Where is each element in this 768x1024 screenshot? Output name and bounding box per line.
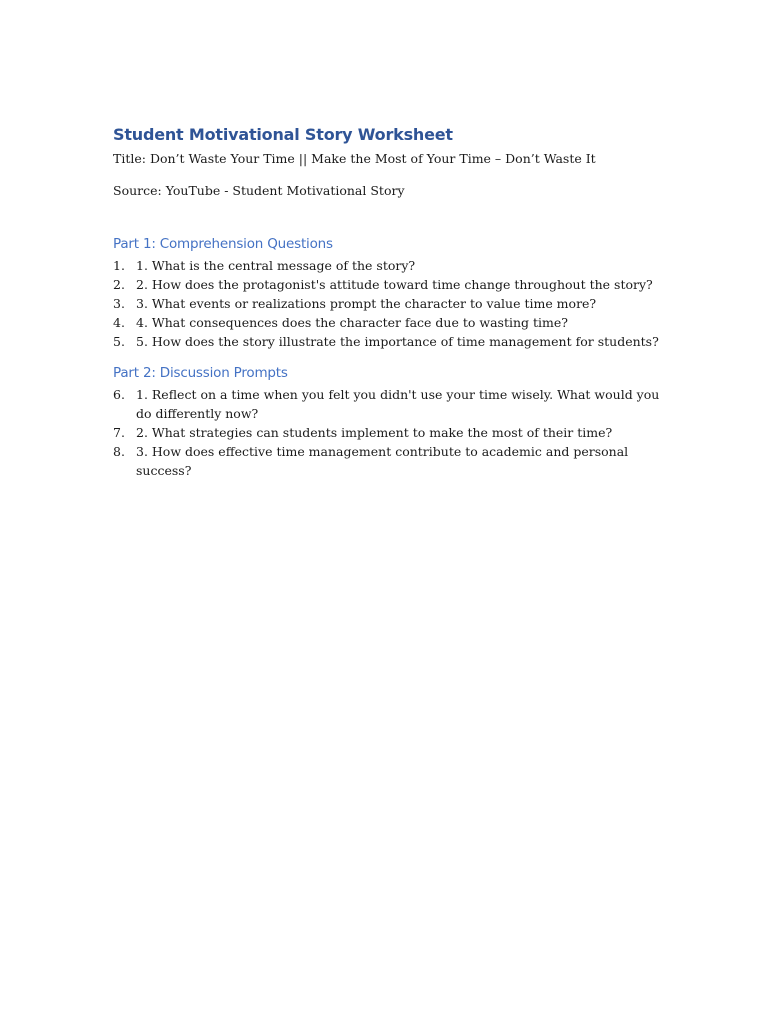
list-item-number: 4.: [113, 315, 125, 330]
part1-heading: Part 1: Comprehension Questions: [113, 236, 333, 252]
list-item-number: 5.: [113, 334, 125, 349]
list-item-number: 3.: [113, 296, 125, 311]
list-item-text: 5. How does the story illustrate the importance of time management for students?: [136, 334, 659, 349]
list-item-text: 2. What strategies can students implement to make the most of their time?: [136, 425, 613, 440]
list-item-number: 6.: [113, 387, 125, 402]
list-item: [113, 385, 673, 423]
list-item-number: 8.: [113, 444, 125, 459]
list-item: [113, 332, 673, 351]
story-title-line: Title: Don’t Waste Your Time || Make the Most of Your Time – Don’t Waste It: [113, 151, 596, 166]
worksheet-title: Student Motivational Story Worksheet: [113, 125, 453, 144]
comprehension-questions-list: [113, 256, 673, 351]
list-item: [113, 313, 673, 332]
list-item-number: 2.: [113, 277, 125, 292]
list-item: [113, 275, 673, 294]
list-item-text: 2. How does the protagonist's attitude toward time change throughout the story?: [136, 277, 653, 292]
list-item: [113, 423, 673, 442]
list-item-text: 3. What events or realizations prompt the character to value time more?: [136, 296, 597, 311]
part2-heading: Part 2: Discussion Prompts: [113, 365, 288, 381]
source-line: Source: YouTube - Student Motivational Story: [113, 183, 405, 198]
list-item-text: 1. What is the central message of the story?: [136, 258, 416, 273]
list-item-text: 1. Reflect on a time when you felt you didn't use your time wisely. What would you do differently now?: [136, 387, 660, 421]
list-item: [113, 442, 673, 480]
list-item-text: 4. What consequences does the character face due to wasting time?: [136, 315, 568, 330]
list-item-number: 1.: [113, 258, 125, 273]
discussion-prompts-list: [113, 385, 673, 480]
list-item-number: 7.: [113, 425, 125, 440]
list-item: [113, 294, 673, 313]
list-item-text: 3. How does effective time management contribute to academic and personal success?: [136, 444, 629, 478]
worksheet-page: [113, 124, 673, 480]
list-item: [113, 256, 673, 275]
